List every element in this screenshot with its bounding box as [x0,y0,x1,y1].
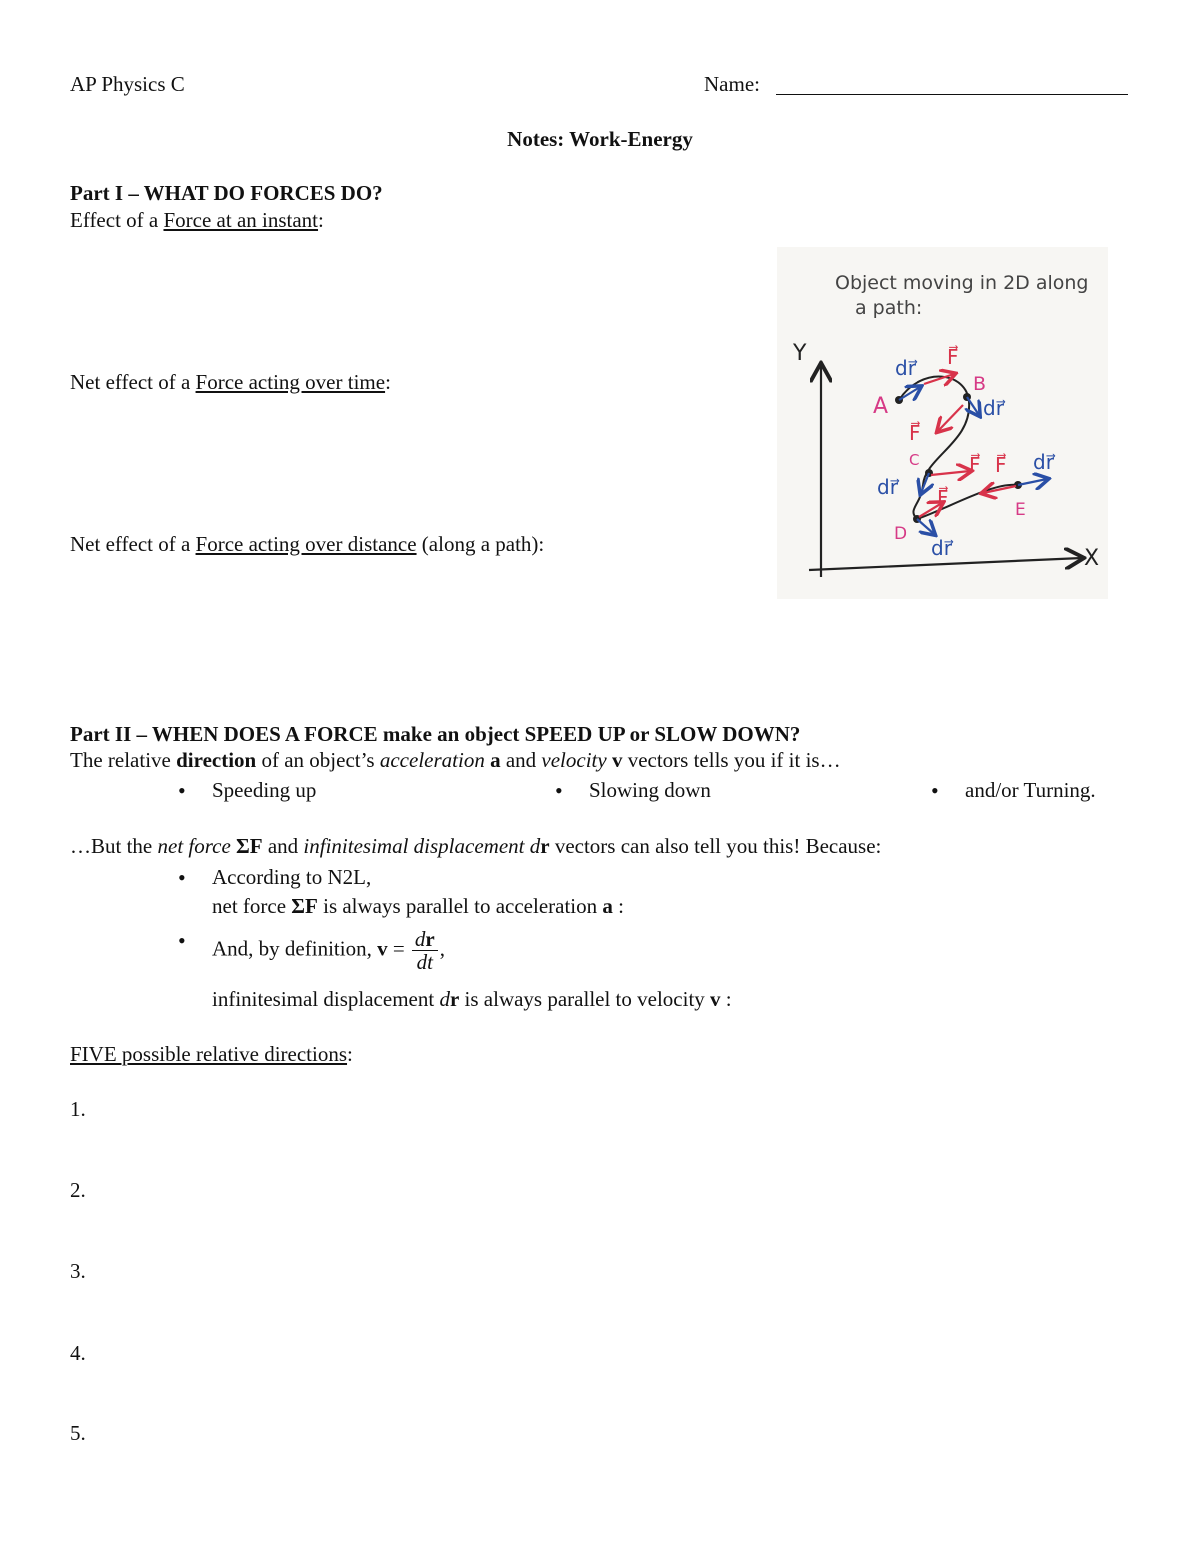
but-inf-disp: infinitesimal displacement d [303,834,541,858]
part2-heading: Part II – WHEN DOES A FORCE make an object SPEED UP or SLOW DOWN? [70,722,801,746]
figure-caption-line1: Object moving in 2D along [835,272,1089,294]
f-label-a: F⃗ [947,345,959,369]
f-label-c: F⃗ [969,453,981,477]
dr-label-d: dr⃗ [931,536,952,560]
q2-prefix: Net effect of a [70,370,196,394]
figure-caption-line2: a path: [855,297,923,319]
f-label-e: F⃗ [995,453,1007,477]
def2-r: r [449,987,460,1011]
but-text-1: …But the [70,834,158,858]
five-label-text: FIVE possible relative directions [70,1042,348,1066]
def-equals: = [387,936,410,961]
but-r-vector: r [540,834,550,858]
part1-question-instant [70,208,324,233]
bullet-slowing-down: • Slowing down [589,778,711,803]
five-label-colon: : [347,1042,353,1066]
dr-vector-e [1018,479,1047,485]
f-label-b: F⃗ [909,421,921,445]
q2-suffix: : [385,370,391,394]
def2-text-1: infinitesimal displacement [212,987,440,1011]
q3-prefix: Net effect of a [70,532,196,556]
intro-text-4: vectors tells you if it is… [622,748,841,772]
part1-heading: Part I – WHAT DO FORCES DO? [70,181,383,205]
part2-intro-line [70,748,841,773]
dr-vector-d [917,519,934,534]
page-title: Notes: Work-Energy [507,127,693,151]
part1-question-time [70,370,391,395]
q2-underlined: Force acting over time [195,370,386,394]
frac-num-r: r [425,927,435,951]
n2l-detail [212,894,624,919]
five-directions-label [70,1042,353,1067]
answer-number-4: 4. [70,1341,86,1365]
intro-text-1: The relative [70,748,177,772]
bullet-n2l: • According to N2L, [212,865,371,890]
def2-text-3: : [720,987,732,1011]
dr-label-c: dr⃗ [877,475,898,499]
course-label: AP Physics C [70,72,185,96]
n2l-text-3: : [612,894,624,918]
frac-num-d: d [414,927,426,951]
definition-detail [212,987,732,1012]
but-text-3: vectors can also tell you this! Because: [549,834,882,858]
name-label: Name: [704,72,760,96]
def2-text-2: is always parallel to velocity [459,987,711,1011]
dr-label-e: dr⃗ [1033,450,1054,474]
def-v-vector: v [377,936,388,961]
point-a-label: A [873,394,889,419]
intro-text-2: of an object’s [256,748,380,772]
part2-but-line [70,834,881,859]
q1-underlined: Force at an instant [163,208,319,232]
answer-number-3: 3. [70,1259,86,1283]
but-text-2: and [262,834,304,858]
point-d-label: D [894,524,908,544]
bullet-speeding-up: • Speeding up [212,778,316,803]
f-label-d: F⃗ [937,486,949,510]
n2l-text-2: is always parallel to acceleration [317,894,603,918]
q1-prefix: Effect of a [70,208,164,232]
def-comma: , [439,936,445,961]
answer-number-5: 5. [70,1421,86,1445]
n2l-text-1: net force [212,894,292,918]
intro-v-vector: v [606,748,623,772]
intro-a-vector: a [484,748,501,772]
intro-text-3: and [500,748,542,772]
but-sigma-f: ΣF [230,834,263,858]
point-c-label: C [909,451,920,469]
frac-den: dt [416,950,433,975]
q1-suffix: : [318,208,324,232]
dr-label-b: dr⃗ [983,396,1004,420]
intro-direction: direction [176,748,257,772]
n2l-sigma-f: ΣF [291,894,318,918]
point-e-label: E [1015,500,1026,520]
name-blank-line[interactable] [776,94,1128,95]
path-figure [777,247,1108,599]
point-b-label: B [973,373,987,395]
def2-d: d [439,987,450,1011]
bullet-definition [212,928,445,973]
intro-acceleration: acceleration [379,748,485,772]
force-vector-b [938,405,963,431]
path-figure-svg [777,247,1108,599]
n2l-a-vector: a [602,894,613,918]
q3-underlined: Force acting over distance [195,532,417,556]
def2-v: v [710,987,721,1011]
q3-suffix: (along a path): [416,532,545,556]
but-net-force: net force [157,834,231,858]
def-text-1: And, by definition, [212,936,378,961]
intro-velocity: velocity [541,748,607,772]
force-vector-c [931,471,970,475]
part1-question-distance [70,532,544,557]
bullet-turning: • and/or Turning. [965,778,1096,803]
x-axis-label: X [1084,546,1100,571]
answer-number-2: 2. [70,1178,86,1202]
y-axis-label: Y [793,341,807,366]
velocity-fraction [412,928,438,973]
answer-number-1: 1. [70,1097,86,1121]
dr-label-a: dr⃗ [895,356,916,380]
